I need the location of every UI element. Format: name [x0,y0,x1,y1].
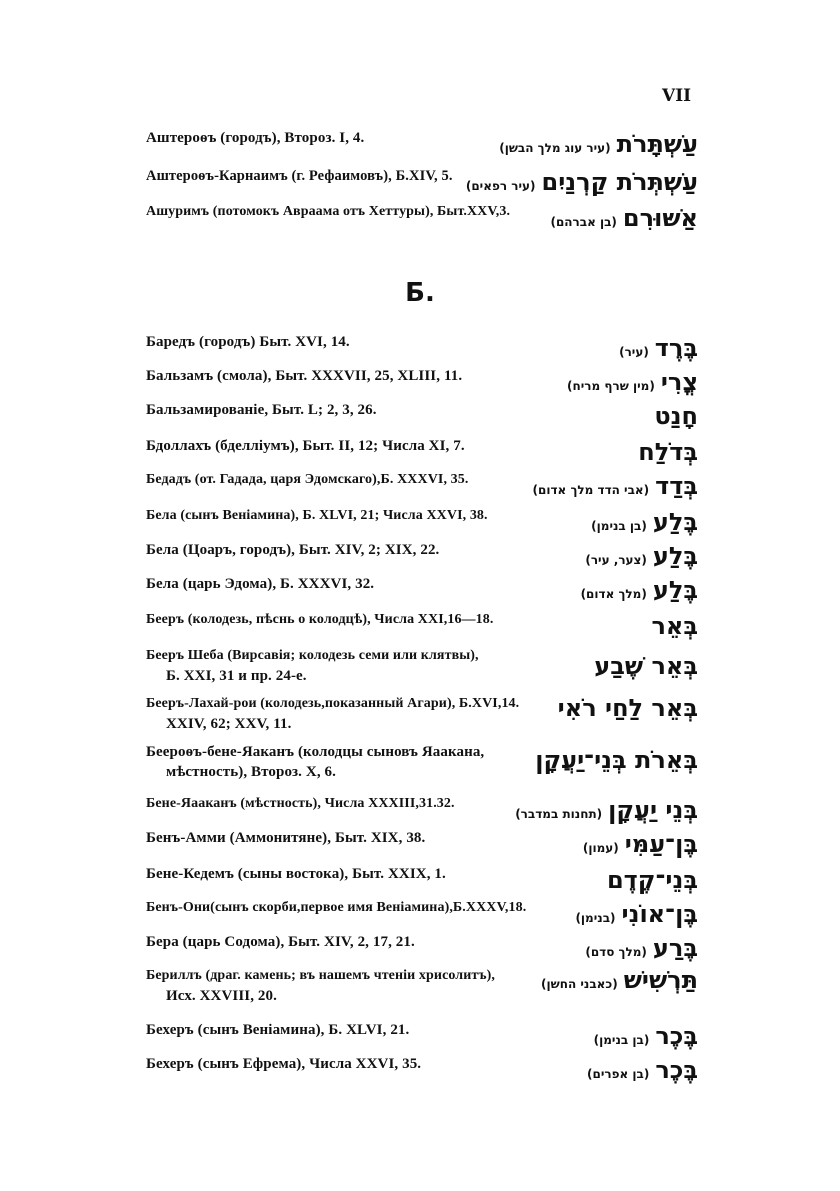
entry-russian-continuation: XXIV, 62; XXV, 11. [166,716,292,732]
entry-ashurim [146,204,698,230]
hebrew-headword: בֶּרֶד [654,334,698,362]
entry-bela-city [146,542,698,568]
entry-hebrew [567,368,698,396]
hebrew-gloss: (בנימן) [575,911,616,925]
entry-hebrew [575,900,698,928]
hebrew-headword: בְּדַד [655,472,698,500]
entry-bedad [146,472,698,498]
entry-hebrew [619,334,698,362]
hebrew-gloss: (בן אפרים) [586,1067,650,1081]
entry-hebrew [515,796,698,824]
entry-hebrew [632,438,698,466]
entry-russian: Бееръ Шеба (Вирсавія; колодезь семи или клятвы), [146,648,479,663]
entry-russian: Беероѳъ-бене-Яаканъ (колодцы сыновъ Яаакана, [146,744,485,760]
entry-ashteroth [146,130,698,156]
hebrew-gloss: (בן בנימן) [593,1033,650,1047]
entry-hebrew [601,866,698,894]
hebrew-gloss: (בן אברהם) [550,215,617,229]
entry-hebrew [533,472,698,500]
entry-hebrew [587,1056,698,1084]
entry-bela-king [146,576,698,602]
entry-russian: Бенъ-Они(сынъ скорби,первое имя Веніамина),Б.XXXV,18. [146,900,527,915]
hebrew-gloss: (תחנות במדבר) [515,807,603,821]
entry-russian: Бееръ (колодезь, пѣснь о колодцѣ), Числа XXI,16—18. [146,612,494,627]
hebrew-gloss: (צער, עיר) [585,553,647,567]
entry-beeroth-bene-jaakan [146,744,698,786]
entry-hebrew [645,612,698,640]
entry-russian: Бериллъ (драг. камень; въ нашемъ чтеніи хрисолитъ), [146,968,496,983]
hebrew-headword: בְּאֵר לַחַי רֹאִי [557,694,698,722]
entry-hebrew [591,508,698,536]
entry-russian: Бееръ-Лахай-рои (колодезь,показанный Агари), Б.XVI,14. [146,696,520,711]
hebrew-gloss: (עיר עוג מלך הבשן) [499,141,611,155]
entry-russian-continuation: Б. XXI, 31 и пр. 24-е. [166,668,307,684]
entry-beryl [146,968,698,1010]
hebrew-headword: בֶּן־עַמִּי [624,830,698,858]
hebrew-headword: חָנַט [654,402,698,430]
hebrew-headword: עַשְׁתְּרֹת קַרְנַיִם [541,168,698,196]
entry-hebrew [466,168,698,196]
hebrew-headword: אַשּׁוּרִם [622,204,698,232]
entry-ben-oni [146,900,698,926]
entry-russian: Бальзамированіе, Быт. L; 2, 3, 26. [146,402,377,418]
entry-hebrew [550,204,698,232]
hebrew-gloss: (בן בנימן) [591,519,647,533]
hebrew-gloss: (מלך סדם) [585,945,647,959]
entry-russian: Бехеръ (сынъ Ефрема), Числа XXVI, 35. [146,1056,422,1072]
entry-russian: Бела (сынъ Веніамина), Б. XLVI, 21; Числа XXVI, 38. [146,508,488,523]
entry-russian-continuation: Исх. XXVIII, 20. [166,988,277,1004]
hebrew-headword: בֶּלַע [652,576,698,604]
hebrew-headword: בֶּכֶר [655,1056,698,1084]
hebrew-headword: בֶּכֶר [655,1022,698,1050]
page-number: VII [662,86,692,106]
hebrew-gloss: (מין שרף מריח) [567,379,655,393]
entry-embalming [146,402,698,428]
hebrew-headword: בְּאֵר [651,612,698,640]
entry-russian: Баредъ (городъ) Быт. XVI, 14. [146,334,350,350]
entry-hebrew [499,130,698,158]
hebrew-gloss: (כאבני החשן) [541,977,618,991]
hebrew-headword: בְּנֵי־קֶדֶם [606,866,698,894]
entry-russian: Бела (Цоаръ, городъ), Быт. XIV, 2; XIX, 22. [146,542,440,558]
hebrew-gloss: (אבי הדד מלך אדום) [532,483,650,497]
entry-bene-kedem [146,866,698,892]
entry-beer-lahai-roi [146,696,698,738]
hebrew-headword: בְּנֵי יַעֲקָן [608,796,698,824]
entry-russian: Бедадъ (от. Гадада, царя Эдомскаго),Б. XXXVI, 35. [146,472,469,487]
hebrew-headword: בְּאֵר שֶׁבַע [594,652,698,680]
hebrew-gloss: (עמון) [582,841,619,855]
entry-russian: Бела (царь Эдома), Б. XXXVI, 32. [146,576,375,592]
entry-hebrew [594,1022,698,1050]
entry-russian: Аштероѳъ (городъ), Второз. I, 4. [146,130,365,146]
hebrew-headword: בֶּן־אוֹנִי [621,900,698,928]
hebrew-gloss: (עיר) [619,345,649,359]
hebrew-gloss: (מלך אדום) [580,587,647,601]
entry-bela-son [146,508,698,534]
hebrew-headword: תַּרְשִׁישׁ [623,966,698,994]
entry-beer-sheba [146,648,698,690]
entry-becher-benjamin [146,1022,698,1048]
hebrew-headword: בְּאֵרֹת בְּנֵי־יַעֲקָן [535,746,698,774]
entry-russian: Бдоллахъ (бделліумъ), Быт. II, 12; Числа XI, 7. [146,438,465,454]
entry-russian-continuation: мѣстность), Второз. X, 6. [166,764,336,780]
hebrew-headword: בְּדֹלַח [638,438,698,466]
entry-hebrew [581,576,698,604]
entry-russian: Бене-Яааканъ (мѣстность), Числа XXXIII,31.32. [146,796,455,811]
hebrew-gloss: (עיר רפאים) [465,179,536,193]
entry-bene-jaakan [146,796,698,822]
entry-russian: Ашуримъ (потомокъ Авраама отъ Хеттуры), Быт.XXV,3. [146,204,511,219]
entry-bera [146,934,698,960]
entry-russian: Бальзамъ (смола), Быт. XXXVII, 25, XLIII, 11. [146,368,463,384]
hebrew-headword: בֶּלַע [652,542,698,570]
section-letter-heading: Б. [405,278,435,308]
entry-becher-ephraim [146,1056,698,1082]
entry-russian: Бене-Кедемъ (сыны востока), Быт. XXIX, 1. [146,866,446,882]
entry-bared [146,334,698,360]
entry-ben-ammi [146,830,698,856]
entry-russian: Аштероѳъ-Карнаимъ (г. Рефаимовъ), Б.XIV, 5. [146,168,453,184]
hebrew-headword: בֶּלַע [652,508,698,536]
entry-balsam [146,368,698,394]
hebrew-headword: בֶּרַע [652,934,698,962]
hebrew-headword: עַשְׁתָּרֹת [616,130,698,158]
entry-hebrew [585,542,698,570]
entry-hebrew [648,402,698,430]
entry-ashteroth-karnaim [146,168,698,194]
entry-bdellium [146,438,698,464]
entry-russian: Бенъ-Амми (Аммонитяне), Быт. XIX, 38. [146,830,426,846]
entry-russian: Бера (царь Содома), Быт. XIV, 2, 17, 21. [146,934,415,950]
hebrew-headword: צֳרִי [660,368,698,396]
entry-beer [146,612,698,638]
entry-russian: Бехеръ (сынъ Веніамина), Б. XLVI, 21. [146,1022,410,1038]
entry-hebrew [583,830,698,858]
entry-hebrew [585,934,698,962]
